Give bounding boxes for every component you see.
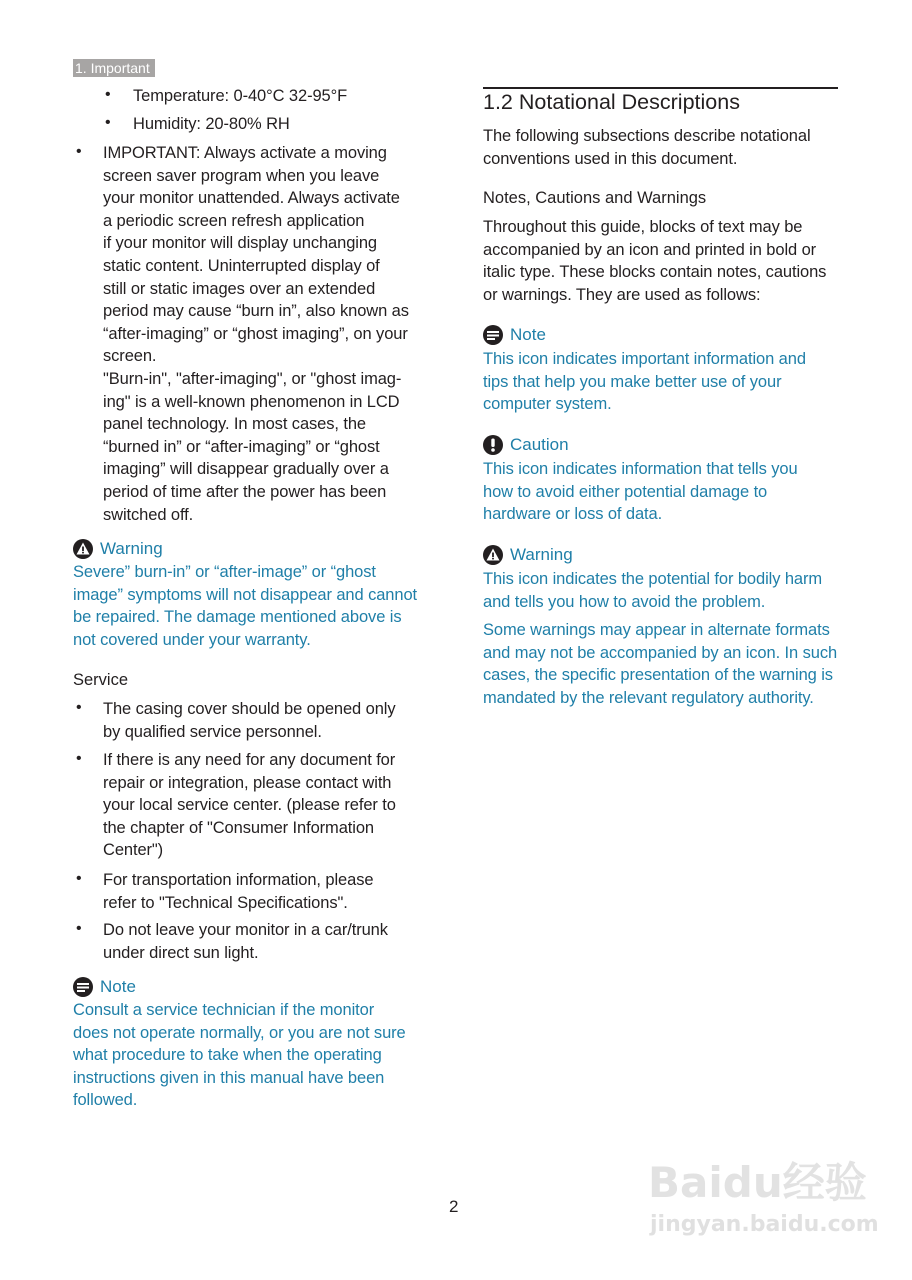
text-line: under direct sun light.	[103, 943, 259, 962]
note-text	[73, 999, 406, 1112]
text-line: screen.	[103, 347, 157, 366]
text-line: panel technology. In most cases, the	[103, 415, 367, 434]
text-line: The casing cover should be opened only	[103, 700, 396, 718]
warning-extra-description	[483, 619, 837, 709]
text-line: still or static images over an extended	[103, 279, 376, 298]
bullet: •	[105, 114, 111, 131]
text-line: cases, the specific presentation of the warning is	[483, 666, 833, 685]
text-line: what procedure to take when the operating	[73, 1046, 382, 1065]
bullet: •	[105, 86, 111, 103]
caution-description	[483, 458, 798, 526]
text-line: hardware or loss of data.	[483, 505, 663, 524]
warning-text	[73, 561, 417, 651]
note-icon	[73, 977, 93, 997]
text-line: For transportation information, please	[103, 871, 374, 889]
text-line: repair or integration, please contact with	[103, 773, 392, 792]
text-line: If there is any need for any document for	[103, 751, 396, 769]
text-line: italic type. These blocks contain notes, cautions	[483, 263, 827, 282]
intro-paragraph	[483, 125, 811, 170]
text-line: ing" is a well-known phenomenon in LCD	[103, 392, 400, 411]
important-paragraph	[103, 142, 409, 526]
text-line: accompanied by an icon and printed in bold or	[483, 240, 817, 259]
text-line: not covered under your warranty.	[73, 630, 311, 649]
text-line: Severe” burn-in” or “after-image” or “ghost	[73, 563, 376, 581]
bullet: •	[76, 699, 82, 716]
caution-title-text: Caution	[510, 435, 569, 454]
note-description	[483, 348, 806, 416]
service-bullet-4	[103, 919, 388, 964]
text-line: and tells you how to avoid the problem.	[483, 592, 766, 611]
section-header-tab: 1. Important	[73, 59, 155, 77]
warning-title-text: Warning	[510, 545, 573, 564]
text-line: does not operate normally, or you are not sure	[73, 1023, 406, 1042]
text-line: a periodic screen refresh application	[103, 211, 365, 230]
bullet: •	[76, 143, 82, 160]
text-line: by qualified service personnel.	[103, 722, 322, 741]
service-heading: Service	[73, 671, 129, 689]
page-number: 2	[449, 1197, 459, 1216]
text-line: static content. Uninterrupted display of	[103, 256, 380, 275]
service-bullet-1	[103, 698, 395, 743]
text-line: or warnings. They are used as follows:	[483, 285, 761, 304]
text-line: tips that help you make better use of your	[483, 372, 782, 391]
text-line: This icon indicates the potential for bodily harm	[483, 570, 823, 588]
note-title-text: Note	[510, 325, 546, 344]
text-line: Throughout this guide, blocks of text may be	[483, 218, 803, 236]
warning-title	[73, 538, 163, 560]
text-line: be repaired. The damage mentioned above is	[73, 608, 402, 627]
text-line: "Burn-in", "after-imaging", or "ghost imag-	[103, 369, 402, 388]
text-line: Do not leave your monitor in a car/trunk	[103, 921, 388, 939]
text-line: your monitor unattended. Always activate	[103, 189, 400, 208]
caution-title	[483, 434, 569, 456]
text-line: image” symptoms will not disappear and cannot	[73, 585, 418, 604]
text-line: mandated by the relevant regulatory authority.	[483, 688, 814, 707]
text-line: The following subsections describe notational	[483, 127, 811, 145]
text-line: “burned in” or “after-imaging” or “ghost	[103, 437, 380, 456]
text-line: refer to "Technical Specifications".	[103, 893, 348, 912]
text-line: imaging” will disappear gradually over a	[103, 460, 389, 479]
caution-icon	[483, 435, 503, 455]
text-line: Consult a service technician if the monitor	[73, 1001, 375, 1019]
watermark-url: jingyan.baidu.com	[650, 1212, 879, 1237]
text-line: This icon indicates information that tells you	[483, 460, 798, 478]
text-line: IMPORTANT: Always activate a moving	[103, 144, 387, 162]
text-line: period may cause “burn in”, also known as	[103, 302, 409, 321]
warning-icon	[73, 539, 93, 559]
warning-description	[483, 568, 822, 613]
text-line: “after-imaging” or “ghost imaging”, on your	[103, 324, 408, 343]
watermark-logo: Baidu经验	[648, 1158, 867, 1207]
text-line: instructions given in this manual have been	[73, 1068, 385, 1087]
text-line: if your monitor will display unchanging	[103, 234, 377, 253]
text-line: followed.	[73, 1091, 138, 1110]
text-line: Center")	[103, 841, 164, 860]
note-icon	[483, 325, 503, 345]
text-line: Some warnings may appear in alternate formats	[483, 621, 830, 639]
warning-title-text: Warning	[100, 539, 163, 558]
text-line: conventions used in this document.	[483, 149, 738, 168]
sub-bullet-humidity: Humidity: 20-80% RH	[133, 115, 290, 133]
warning-title	[483, 544, 573, 566]
note-title	[483, 324, 546, 346]
bullet: •	[76, 870, 82, 887]
bullet: •	[76, 750, 82, 767]
service-bullet-2	[103, 749, 396, 862]
text-line: the chapter of "Consumer Information	[103, 818, 374, 837]
text-line: and may not be accompanied by an icon. In such	[483, 643, 838, 662]
note-title	[73, 976, 136, 998]
text-line: switched off.	[103, 505, 194, 524]
bullet: •	[76, 920, 82, 937]
subheading: Notes, Cautions and Warnings	[483, 189, 707, 207]
section-heading: 1.2 Notational Descriptions	[483, 90, 740, 114]
text-line: how to avoid either potential damage to	[483, 482, 768, 501]
sub-bullet-temperature: Temperature: 0-40°C 32-95°F	[133, 87, 348, 105]
warning-icon	[483, 545, 503, 565]
conventions-paragraph	[483, 216, 826, 306]
text-line: your local service center. (please refer to	[103, 796, 396, 815]
text-line: This icon indicates important information and	[483, 350, 806, 368]
text-line: computer system.	[483, 395, 612, 414]
service-bullet-3	[103, 869, 373, 914]
text-line: screen saver program when you leave	[103, 166, 380, 185]
text-line: period of time after the power has been	[103, 482, 387, 501]
note-title-text: Note	[100, 977, 136, 996]
